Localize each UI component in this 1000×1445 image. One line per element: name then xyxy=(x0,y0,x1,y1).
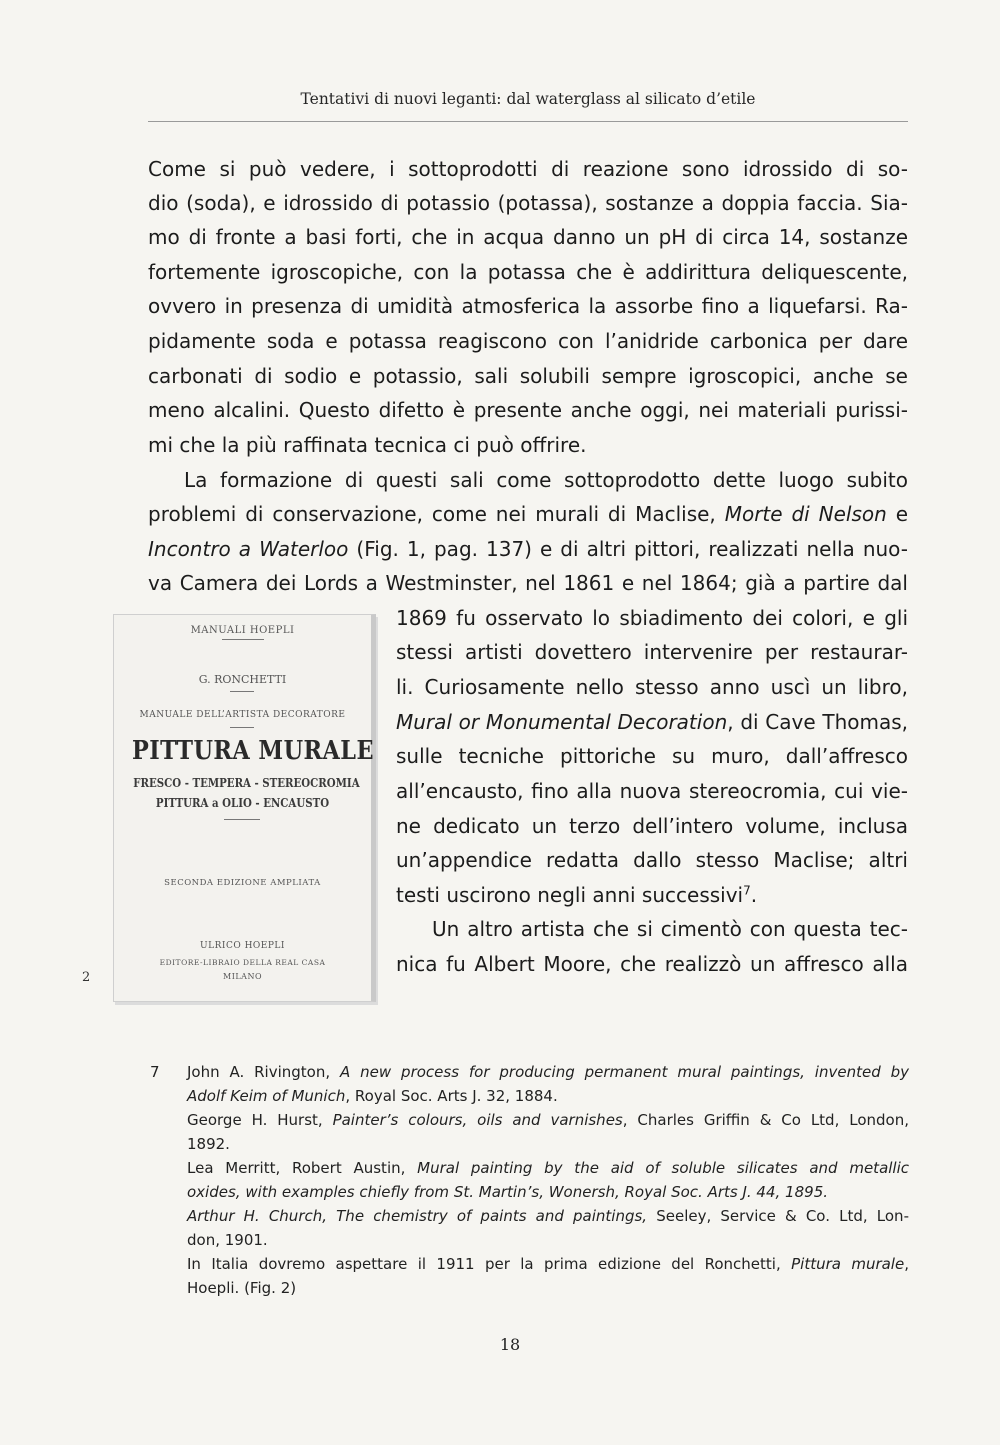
body-line-text: testi uscirono negli anni successivi xyxy=(396,883,744,907)
publication-title: Painter’s colours, oils and varnishes xyxy=(332,1111,623,1129)
cover-collection: MANUALE DELL’ARTISTA DECORATORE xyxy=(139,710,346,720)
footnote-line xyxy=(187,1060,909,1084)
body-line-text: problemi di conservazione, come nei murali di Maclise, xyxy=(148,502,716,526)
body-line: un’appendice redatta dallo stesso Maclise; altri xyxy=(396,848,908,872)
footnote-line xyxy=(187,1180,909,1204)
body-line-text: , di Cave Thomas, xyxy=(727,710,909,734)
publication-title: Adolf Keim of Munich xyxy=(187,1087,346,1105)
cover-publisher: ULRICO HOEPLI xyxy=(200,941,285,951)
footnote-text: Seeley, Service & Co. Ltd, Lon- xyxy=(656,1207,909,1225)
body-line: li. Curiosamente nello stesso anno uscì un libro, xyxy=(396,675,908,699)
cover-rule xyxy=(230,727,254,728)
body-line xyxy=(148,497,908,532)
publication-title: oxides, with examples chiefly from St. Martin’s, Wonersh, Royal Soc. Arts J. 44, 1895. xyxy=(187,1183,829,1201)
footnote-text: , xyxy=(904,1255,909,1273)
cover-subtitle: PITTURA a OLIO - ENCAUSTO xyxy=(155,796,330,810)
body-line: La formazione di questi sali come sottoprodotto dette luogo subito xyxy=(184,468,908,492)
cover-author: G. RONCHETTI xyxy=(198,673,287,686)
body-line: Un altro artista che si cimentò con questa tec- xyxy=(432,917,908,941)
footnote-text: , Charles Griffin & Co Ltd, London, xyxy=(622,1111,909,1129)
body-line-text: e xyxy=(895,502,909,526)
body-line: all’encausto, fino alla nuova stereocromia, cui vie- xyxy=(396,779,908,803)
footnote-line xyxy=(187,1252,909,1276)
body-line: mo di fronte a basi forti, che in acqua danno un pH di circa 14, sostanze xyxy=(148,225,908,249)
footnote-line: don, 1901. xyxy=(187,1231,268,1249)
artwork-title: Incontro a Waterloo xyxy=(148,537,349,561)
body-line: mi che la più raffinata tecnica ci può offrire. xyxy=(148,433,587,457)
cover-rule xyxy=(222,639,264,640)
footnote-line xyxy=(187,1108,909,1132)
body-line: dio (soda), e idrossido di potassio (potassa), sostanze a doppia faccia. Sia- xyxy=(148,191,908,215)
body-line: nica fu Albert Moore, che realizzò un affresco alla xyxy=(396,952,908,976)
book-title: Mural or Monumental Decoration xyxy=(396,710,728,734)
footnote-text: Lea Merritt, Robert Austin, xyxy=(187,1159,406,1177)
book-cover-figure xyxy=(113,614,376,1002)
body-line: stessi artisti dovettero intervenire per restaurar- xyxy=(396,640,908,664)
body-line: ovvero in presenza di umidità atmosferica la assorbe fino a liquefarsi. Ra- xyxy=(148,294,908,318)
body-line: fortemente igroscopiche, con la potassa che è addirittura deliquescente, xyxy=(148,260,908,284)
footnote-reference[interactable]: 7 xyxy=(743,883,751,898)
cover-rule xyxy=(224,819,260,820)
body-line xyxy=(396,878,908,913)
body-line: sulle tecniche pittoriche su muro, dall’affresco xyxy=(396,744,908,768)
footnote-line xyxy=(187,1084,909,1108)
footnote-line xyxy=(187,1204,909,1228)
cover-edition: SECONDA EDIZIONE AMPLIATA xyxy=(164,878,321,888)
page-number: 18 xyxy=(499,1335,521,1354)
body-line-text: . xyxy=(750,883,758,907)
cover-series: MANUALI HOEPLI xyxy=(190,625,295,636)
body-line: Come si può vedere, i sottoprodotti di reazione sono idrossido di so- xyxy=(148,157,908,181)
body-line: carbonati di sodio e potassio, sali solubili sempre igroscopici, anche se xyxy=(148,364,908,388)
cover-city: MILANO xyxy=(223,972,262,981)
publication-title: A new process for producing permanent mural paintings, invented by xyxy=(340,1063,909,1081)
body-line-text: (Fig. 1, pag. 137) e di altri pittori, realizzati nella nuo- xyxy=(356,537,909,561)
body-line xyxy=(396,705,908,740)
body-line: va Camera dei Lords a Westminster, nel 1861 e nel 1864; già a partire dal xyxy=(148,571,908,595)
body-line: pidamente soda e potassa reagiscono con l’anidride carbonica per dare xyxy=(148,329,908,353)
header-rule xyxy=(148,121,908,122)
cover-publisher-role: EDITORE-LIBRAIO DELLA REAL CASA xyxy=(159,958,326,967)
cover-title: PITTURA MURALE xyxy=(131,736,374,766)
figure-number: 2 xyxy=(82,970,91,985)
footnote-line: 1892. xyxy=(187,1135,230,1153)
footnote-text: , Royal Soc. Arts J. 32, 1884. xyxy=(345,1087,558,1105)
body-line: ne dedicato un terzo dell’intero volume, inclusa xyxy=(396,814,908,838)
body-line: meno alcalini. Questo difetto è presente anche oggi, nei materiali purissi- xyxy=(148,398,908,422)
body-line: 1869 fu osservato lo sbiadimento dei colori, e gli xyxy=(396,606,908,630)
publication-title: Pittura murale xyxy=(791,1255,905,1273)
footnote-text: George H. Hurst, xyxy=(187,1111,323,1129)
footnote-line: Hoepli. (Fig. 2) xyxy=(187,1279,297,1297)
running-head: Tentativi di nuovi leganti: dal waterglass al silicato d’etile xyxy=(300,90,756,108)
body-line xyxy=(148,532,908,567)
cover-rule xyxy=(230,691,254,692)
publication-title: Arthur H. Church, The chemistry of paints and paintings, xyxy=(187,1207,648,1225)
cover-subtitle: FRESCO - TEMPERA - STEREOCROMIA xyxy=(133,776,360,790)
footnote-marker: 7 xyxy=(150,1063,160,1081)
artwork-title: Morte di Nelson xyxy=(724,502,887,526)
footnote-text: John A. Rivington, xyxy=(187,1063,331,1081)
footnote-line xyxy=(187,1156,909,1180)
footnote-text: In Italia dovremo aspettare il 1911 per la prima edizione del Ronchetti, xyxy=(187,1255,781,1273)
publication-title: Mural painting by the aid of soluble silicates and metallic xyxy=(417,1159,910,1177)
